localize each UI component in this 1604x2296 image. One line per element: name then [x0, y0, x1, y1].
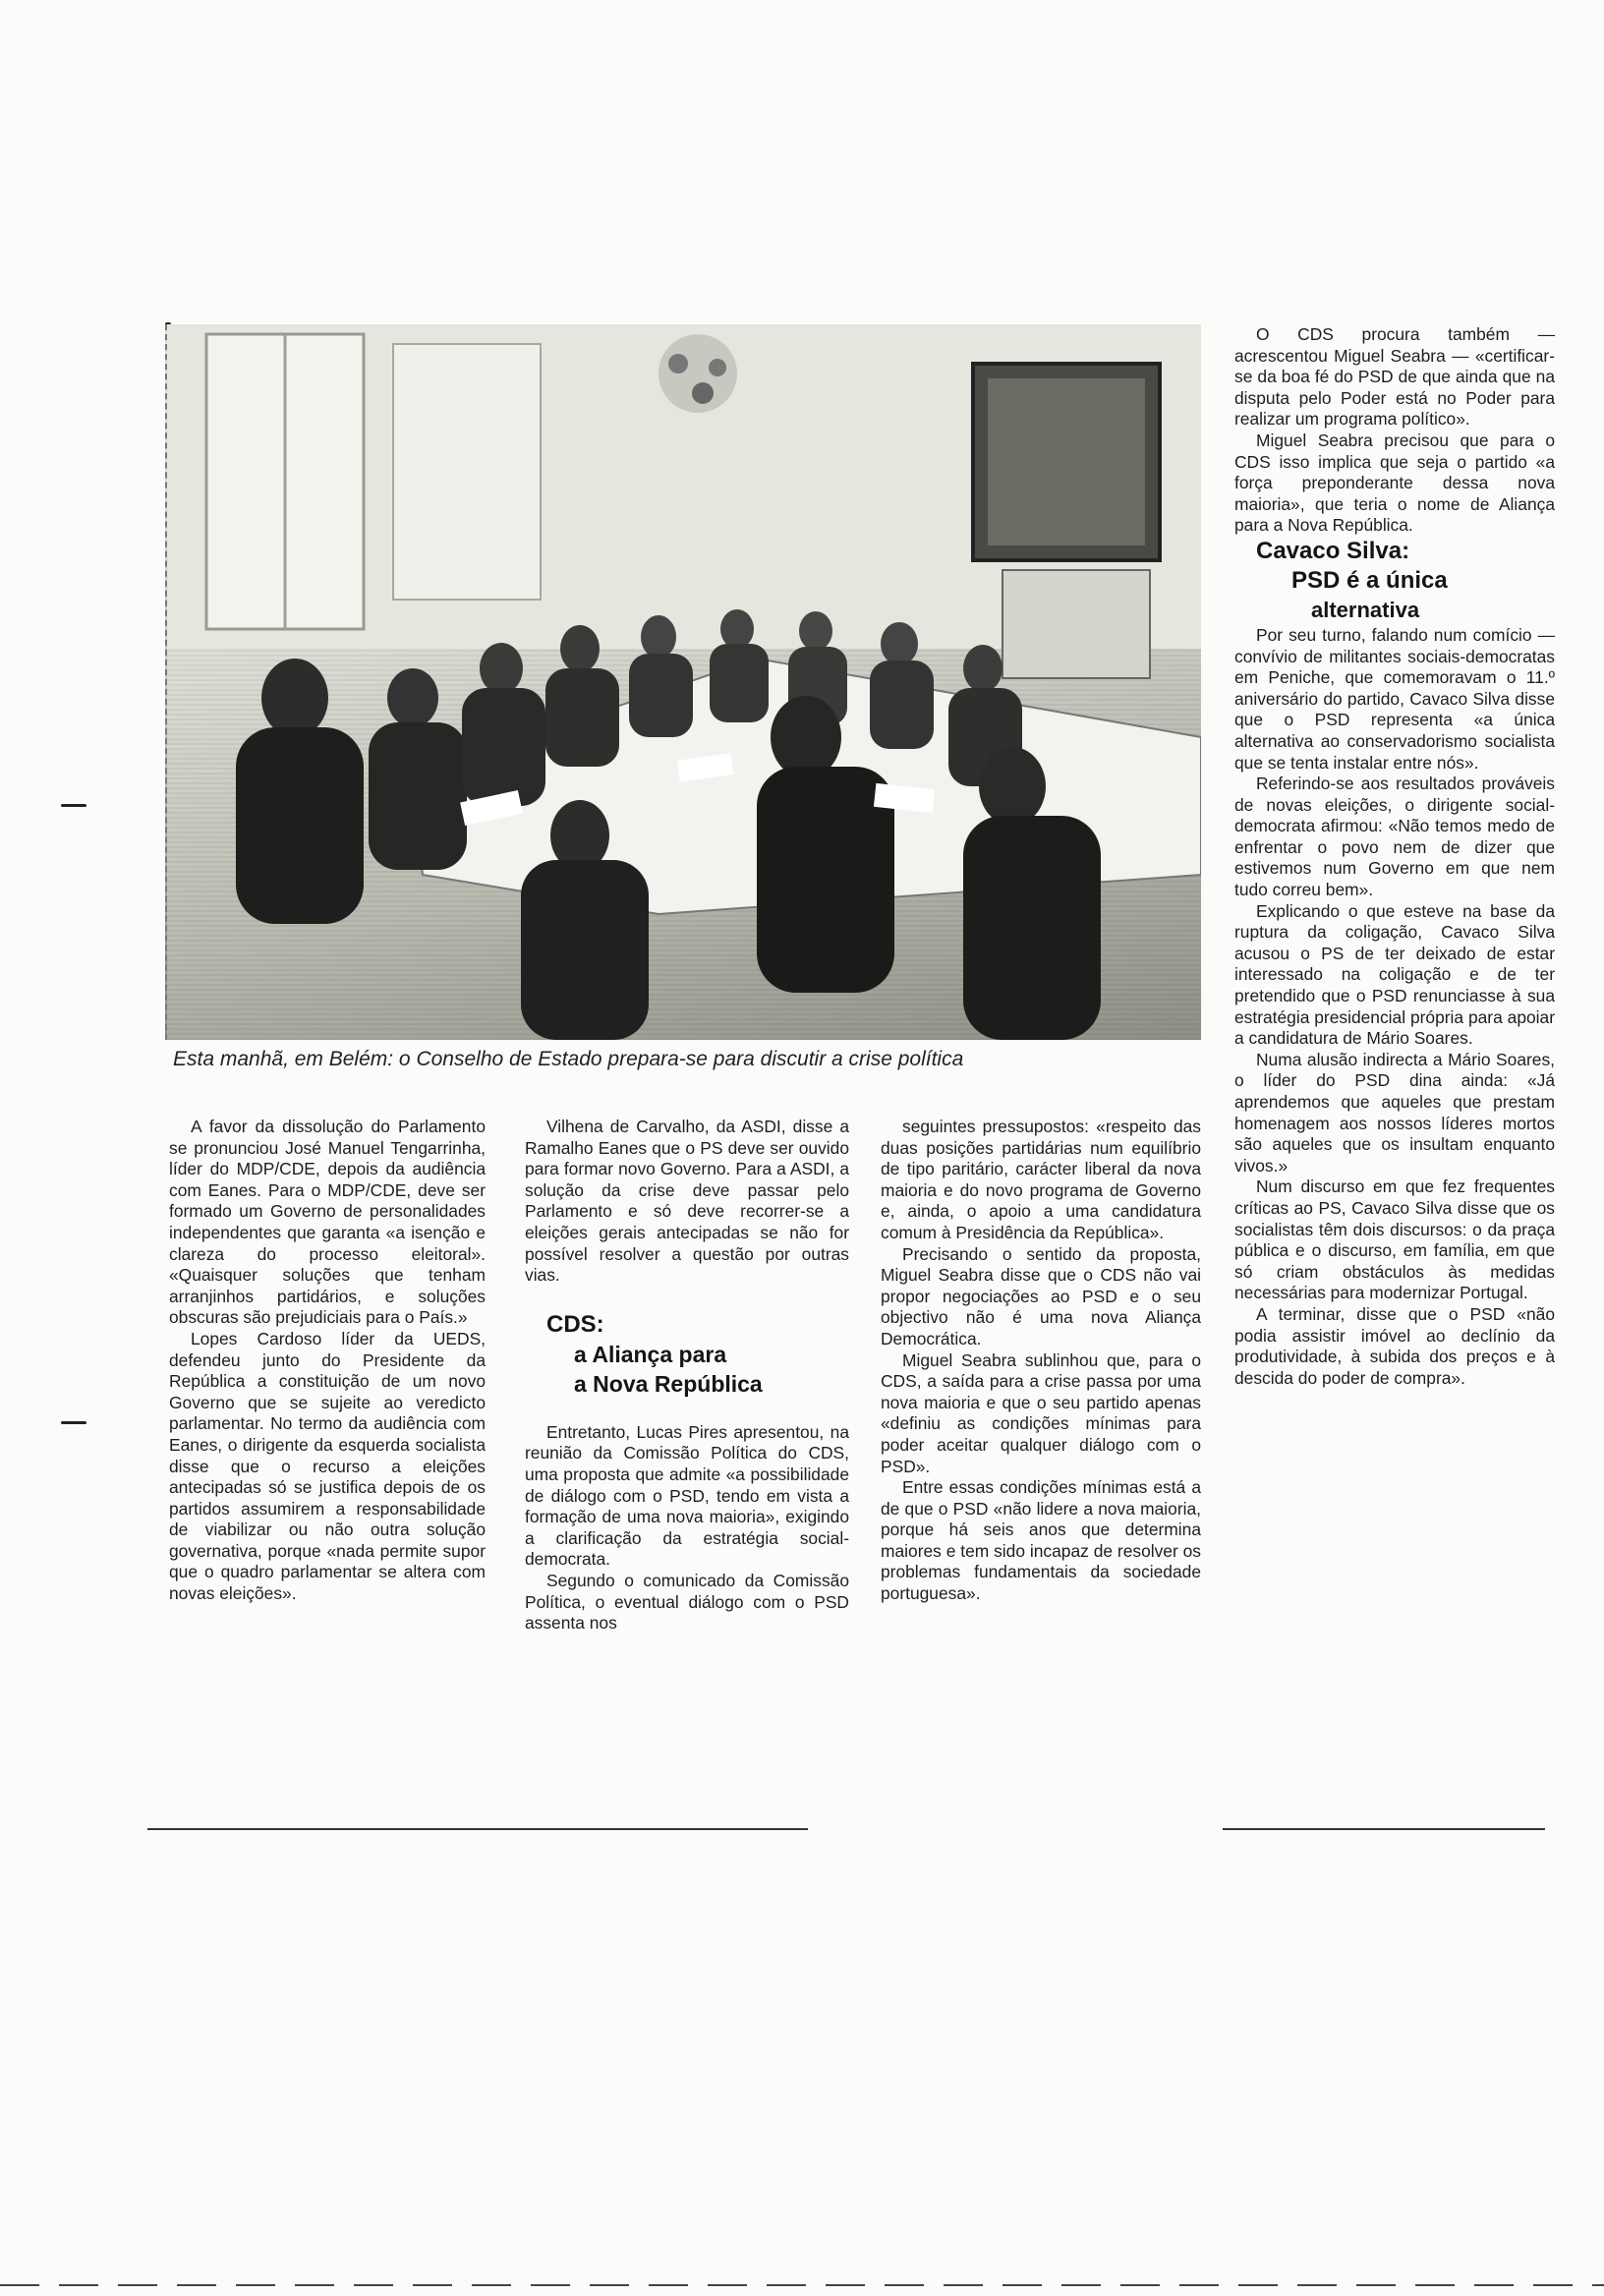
paragraph: Segundo o comunicado da Comissão Política, o eventual diálogo com o PSD assenta nos — [525, 1570, 849, 1634]
paragraph: Lopes Cardoso líder da UEDS, defendeu junto do Presidente da República a constituição de um novo Governo que se sujeite ao veredicto parlamentar. No termo da audiência com Eanes, o dirigente da esquerda socialista disse que o recurso a eleições antecipadas só se justifica depois de os partidos assumirem a responsabilidade de viabilizar ou não outra solução governativa, porque «nada permite supor que o quadro parlamentar se altera com novas eleições». — [169, 1328, 486, 1604]
paragraph: Vilhena de Carvalho, da ASDI, disse a Ramalho Eanes que o PS deve ser ouvido para formar novo Governo. Para a ASDI, a solução da crise deve passar pelo Parlamento e só deve recorrer-se a eleições gerais antecipadas se não for possível resolver a questão por outras vias. — [525, 1117, 849, 1286]
subheading-cavaco-silva: Cavaco Silva: PSD é a única alternativa — [1256, 537, 1448, 622]
column-rule — [147, 1828, 808, 1830]
paragraph: A terminar, disse que o PSD «não podia assistir imóvel ao declínio da produtividade, à subida dos preços e à descida do poder de compra». — [1234, 1303, 1555, 1388]
article-column-1 — [169, 1117, 486, 1605]
paragraph: Numa alusão indirecta a Mário Soares, o líder do PSD dina ainda: «Já aprendemos que aqueles que prestam homenagem aos nossos líderes mortos são aqueles que os insultam enquanto vivos.» — [1234, 1049, 1555, 1176]
article-column-4 — [1234, 324, 1555, 1389]
article-column-3 — [881, 1117, 1201, 1605]
photo-caption: Esta manhã, em Belém: o Conselho de Estado prepara-se para discutir a crise política — [173, 1048, 964, 1070]
margin-mark — [61, 804, 86, 807]
paragraph: Explicando o que esteve na base da ruptura da coligação, Cavaco Silva acusou o PS de ter deixado de estar interessado na coligação e de ter pretendido que o PSD renunciasse à sua estratégia presidencial própria para apoiar a candidatura de Mário Soares. — [1234, 900, 1555, 1049]
paragraph: Num discurso em que fez frequentes críticas ao PS, Cavaco Silva disse que os socialistas têm dois discursos: o da praça pública e o discurso, em família, em que só criam obstáculos às medidas necessárias para modernizar Portugal. — [1234, 1177, 1555, 1303]
paragraph: Precisando o sentido da proposta, Miguel Seabra disse que o CDS não vai propor negociações ao PSD e o seu objectivo não é uma nova Aliança Democrática. — [881, 1243, 1201, 1349]
paragraph: O CDS procura também — acrescentou Miguel Seabra — «certificar-se da boa fé do PSD de que ainda que na disputa pelo Poder está no Poder para realizar um programa político». — [1234, 324, 1555, 430]
news-photo — [165, 324, 1201, 1040]
paragraph: seguintes pressupostos: «respeito das duas posições partidárias num equilíbrio de tipo paritário, carácter liberal da nova maioria e do novo programa de Governo e, ainda, o apoio a uma candidatura comum à Presidência da República». — [881, 1117, 1201, 1242]
subheading-cds: CDS: a Aliança para a Nova República — [546, 1310, 763, 1397]
column-rule — [1223, 1828, 1545, 1830]
paragraph: Miguel Seabra precisou que para o CDS isso implica que seja o partido «a força preponderante dessa nova maioria», que teria o nome de Aliança para a Nova República. — [1234, 430, 1555, 536]
council-meeting-photo — [167, 324, 1201, 1040]
paragraph: Referindo-se aos resultados prováveis de novas eleições, o dirigente social-democrata afirmou: «Não temos medo de enfrentar o povo nem de dizer que estivemos num Governo em que nem tudo correu bem». — [1234, 774, 1555, 900]
paragraph: Entretanto, Lucas Pires apresentou, na reunião da Comissão Política do CDS, uma proposta que admite «a possibilidade de diálogo com o PSD, tendo em vista a formação de uma nova maioria», exigindo a clarificação da estratégia social-democrata. — [525, 1421, 849, 1570]
paragraph: A favor da dissolução do Parlamento se pronunciou José Manuel Tengarrinha, líder do MDP/CDE, depois da audiência com Eanes. Para o MDP/CDE, deve ser formado um Governo de personalidades independentes que garanta «a isenção e clareza do processo eleitoral». «Quaisquer soluções que tenham arranjinhos partidários, e soluções obscuras são prejudiciais para o País.» — [169, 1117, 486, 1328]
article-column-2 — [525, 1117, 849, 1635]
margin-mark — [61, 1421, 86, 1424]
paragraph: Por seu turno, falando num comício — convívio de militantes sociais-democratas em Peniche, que comemoravam o 11.º aniversário do partido, Cavaco Silva disse que o PSD representa «a única alternativa ao conservadorismo socialista que se tenta instalar entre nós». — [1234, 624, 1555, 773]
page-bottom-rule — [0, 2284, 1604, 2286]
paragraph: Miguel Seabra sublinhou que, para o CDS, a saída para a crise passa por uma nova maioria e que o seu partido apenas «definiu as condições mínimas para poder aceitar qualquer diálogo com o PSD». — [881, 1349, 1201, 1476]
paragraph: Entre essas condições mínimas está a de que o PSD «não lidere a nova maioria, porque há seis anos que determina maiores e tem sido incapaz de resolver os problemas fundamentais da sociedade portuguesa». — [881, 1477, 1201, 1604]
